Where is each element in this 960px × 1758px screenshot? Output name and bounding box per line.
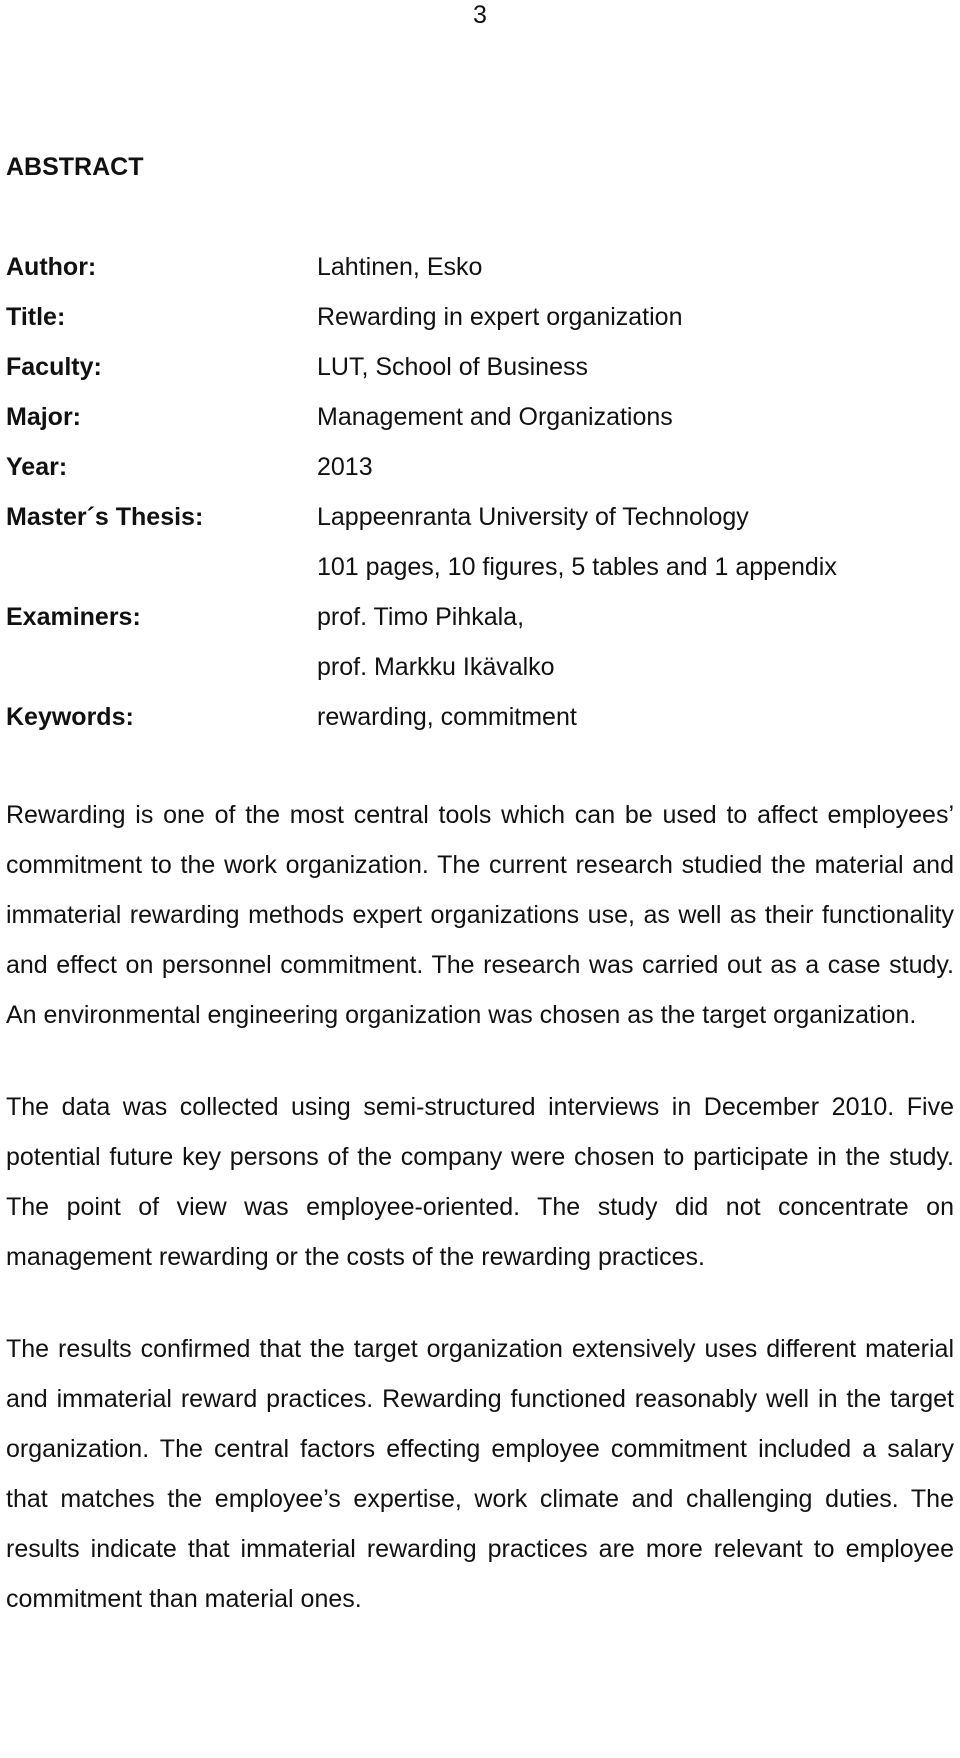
abstract-body: [6, 790, 954, 1666]
meta-row-examiners: [6, 602, 954, 652]
abstract-heading: ABSTRACT: [6, 153, 144, 181]
meta-row-major: [6, 402, 954, 452]
meta-label: Master´s Thesis:: [6, 503, 204, 531]
meta-value: Lahtinen, Esko: [317, 253, 483, 281]
abstract-paragraph: The results confirmed that the target organization extensively uses different material and immaterial reward practices. Rewarding functioned reasonably well in the target organization. The central factors effecting employee commitment included a salary that matches the employee’s expertise, work climate and challenging duties. The results indicate that immaterial rewarding practices are more relevant to employee commitment than material ones.: [6, 1335, 954, 1613]
meta-label: Examiners:: [6, 603, 141, 631]
meta-value: rewarding, commitment: [317, 703, 577, 731]
meta-row-examiner-2: [6, 652, 954, 702]
meta-label: Major:: [6, 403, 81, 431]
metadata-table: [6, 252, 954, 752]
meta-label: Title:: [6, 303, 66, 331]
abstract-paragraph: Rewarding is one of the most central tools which can be used to affect employees’ commitment to the work organization. The current research studied the material and immaterial rewarding methods expert organizations use, as well as their functionality and effect on personnel commitment. The research was carried out as a case study. An environmental engineering organization was chosen as the target organization.: [6, 801, 954, 1029]
meta-label: Year:: [6, 453, 68, 481]
meta-value: 101 pages, 10 figures, 5 tables and 1 appendix: [317, 553, 837, 581]
meta-row-keywords: [6, 702, 954, 752]
meta-row-thesis: [6, 502, 954, 552]
meta-label: Keywords:: [6, 703, 134, 731]
meta-row-title: [6, 302, 954, 352]
meta-row-author: [6, 252, 954, 302]
meta-label: Author:: [6, 253, 97, 281]
meta-row-year: [6, 452, 954, 502]
meta-row-thesis-details: [6, 552, 954, 602]
meta-value: Rewarding in expert organization: [317, 303, 683, 331]
meta-value: 2013: [317, 453, 373, 481]
meta-value: LUT, School of Business: [317, 353, 588, 381]
meta-value: prof. Timo Pihkala,: [317, 603, 525, 631]
meta-row-faculty: [6, 352, 954, 402]
abstract-paragraph: The data was collected using semi-structured interviews in December 2010. Five potential future key persons of the company were chosen to participate in the study. The point of view was employee-oriented. The study did not concentrate on management rewarding or the costs of the rewarding practices.: [6, 1093, 954, 1271]
meta-label: Faculty:: [6, 353, 102, 381]
meta-value: Lappeenranta University of Technology: [317, 503, 749, 531]
meta-value: Management and Organizations: [317, 403, 673, 431]
page-number: 3: [473, 1, 487, 29]
meta-value: prof. Markku Ikävalko: [317, 653, 555, 681]
